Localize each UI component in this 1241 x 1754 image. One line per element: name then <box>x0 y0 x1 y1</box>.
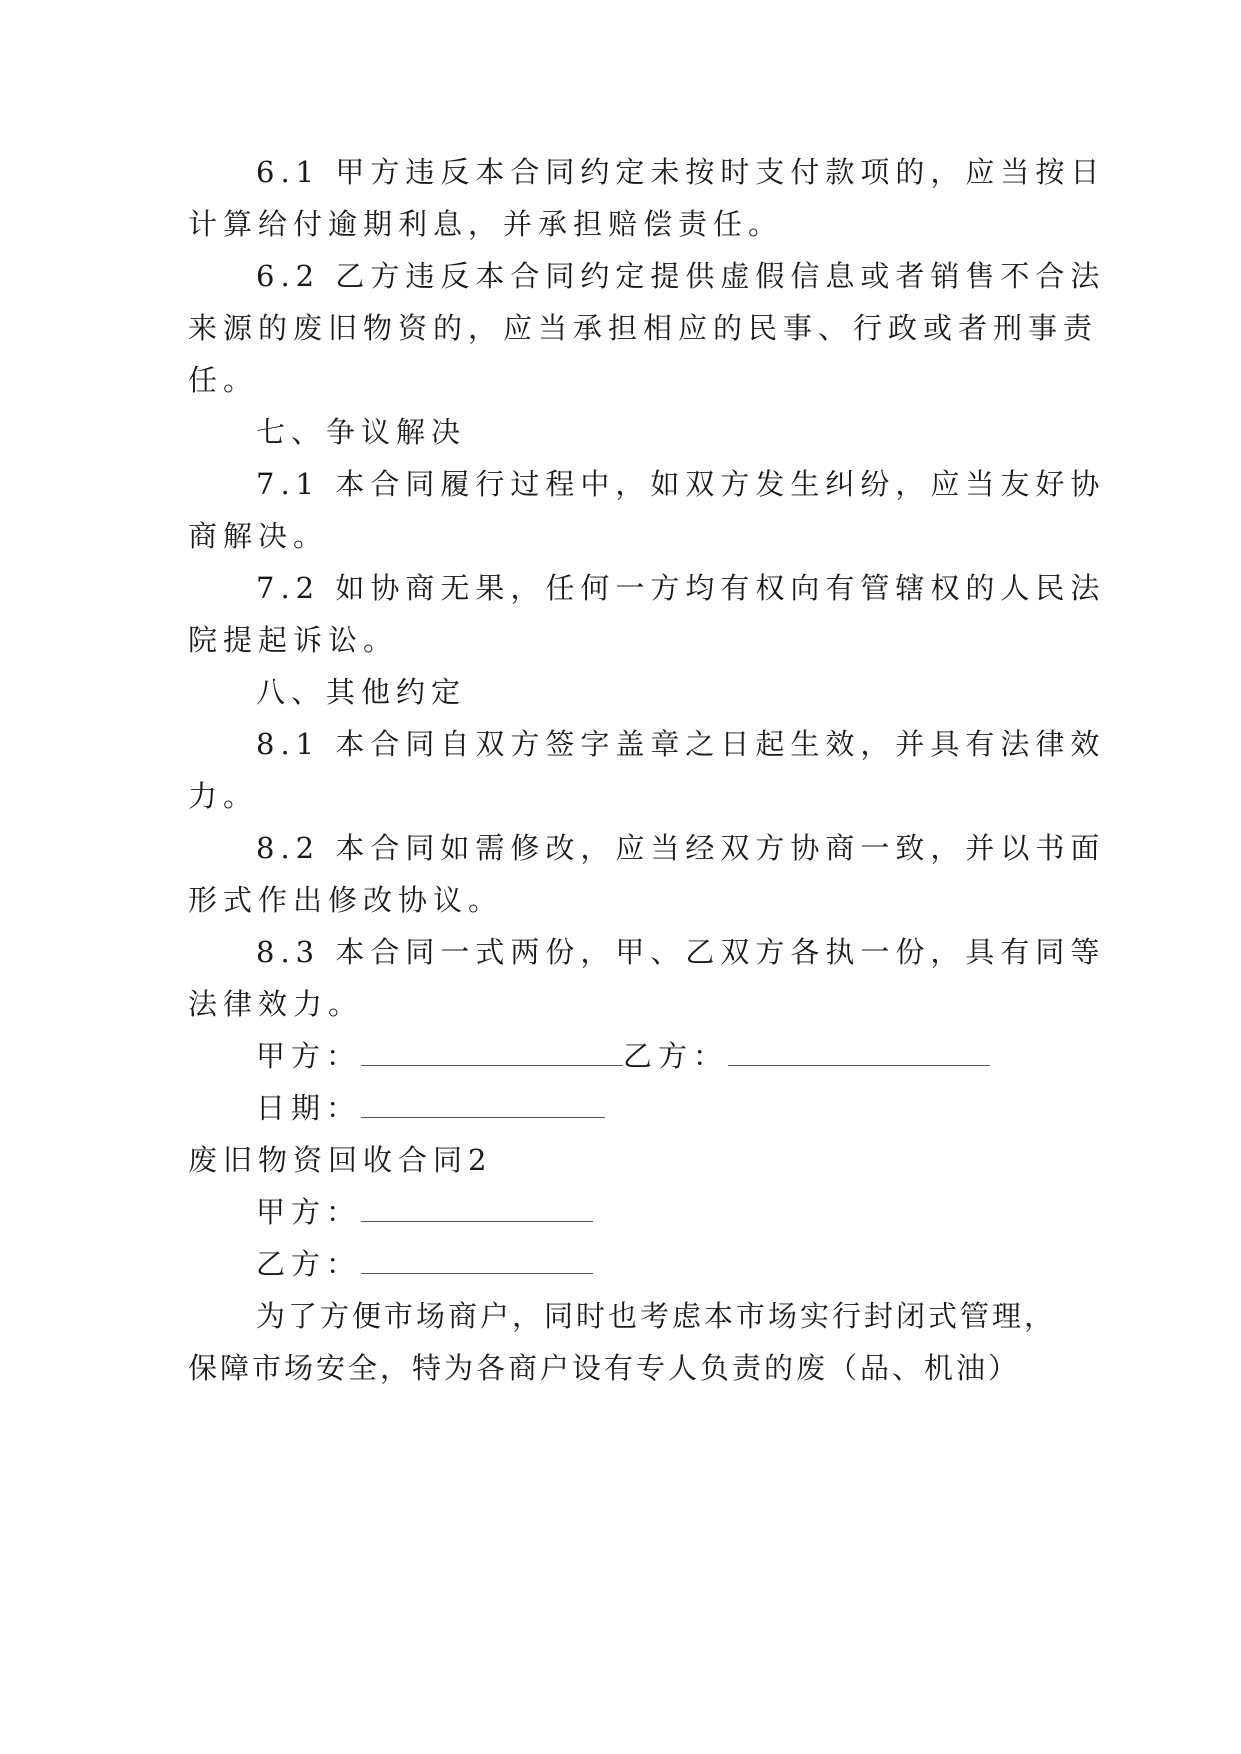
clause-8-1-line2: 力。 <box>188 779 259 813</box>
clause-6-2-line1: 6.2 乙方违反本合同约定提供虚假信息或者销售不合法 <box>256 259 1106 293</box>
contract2-party-a-blank[interactable] <box>361 1195 593 1222</box>
party-a-blank[interactable] <box>361 1039 623 1066</box>
contract2-party-a-row <box>256 1190 593 1231</box>
section-7-heading: 七、争议解决 <box>256 415 467 449</box>
clause-6-2-line3: 任。 <box>188 363 259 397</box>
contract2-title: 废旧物资回收合同2 <box>188 1143 493 1177</box>
party-b-label: 乙方： <box>623 1039 729 1073</box>
clause-6-2-line2: 来源的废旧物资的，应当承担相应的民事、行政或者刑事责 <box>188 311 1099 345</box>
contract2-intro-line2: 保障市场安全，特为各商户设有专人负责的废（品、机油） <box>188 1351 1021 1385</box>
date-blank[interactable] <box>361 1091 605 1118</box>
contract2-party-b-label: 乙方： <box>256 1247 362 1281</box>
clause-8-3-line2: 法律效力。 <box>188 987 364 1021</box>
clause-7-1-line2: 商解决。 <box>188 519 329 553</box>
contract2-party-a-label: 甲方： <box>256 1195 362 1229</box>
party-b-blank[interactable] <box>728 1039 990 1066</box>
clause-8-2-line2: 形式作出修改协议。 <box>188 883 504 917</box>
contract2-party-b-row <box>256 1242 593 1283</box>
clause-6-1-line1: 6.1 甲方违反本合同约定未按时支付款项的，应当按日 <box>256 155 1106 189</box>
clause-6-1-line2: 计算给付逾期利息，并承担赔偿责任。 <box>188 207 784 241</box>
date-label: 日期： <box>256 1091 362 1125</box>
clause-7-2-line2: 院提起诉讼。 <box>188 623 399 657</box>
party-a-label: 甲方： <box>256 1039 362 1073</box>
contract2-party-b-blank[interactable] <box>361 1247 593 1274</box>
section-8-heading: 八、其他约定 <box>256 675 467 709</box>
date-row <box>256 1086 605 1127</box>
clause-7-1-line1: 7.1 本合同履行过程中，如双方发生纠纷，应当友好协 <box>256 467 1106 501</box>
clause-7-2-line1: 7.2 如协商无果，任何一方均有权向有管辖权的人民法 <box>256 571 1106 605</box>
clause-8-3-line1: 8.3 本合同一式两份，甲、乙双方各执一份，具有同等 <box>256 935 1106 969</box>
clause-8-1-line1: 8.1 本合同自双方签字盖章之日起生效，并具有法律效 <box>256 727 1106 761</box>
clause-8-2-line1: 8.2 本合同如需修改，应当经双方协商一致，并以书面 <box>256 831 1106 865</box>
signature-row <box>256 1034 990 1075</box>
contract2-intro-line1: 为了方便市场商户，同时也考虑本市场实行封闭式管理， <box>256 1299 1057 1333</box>
